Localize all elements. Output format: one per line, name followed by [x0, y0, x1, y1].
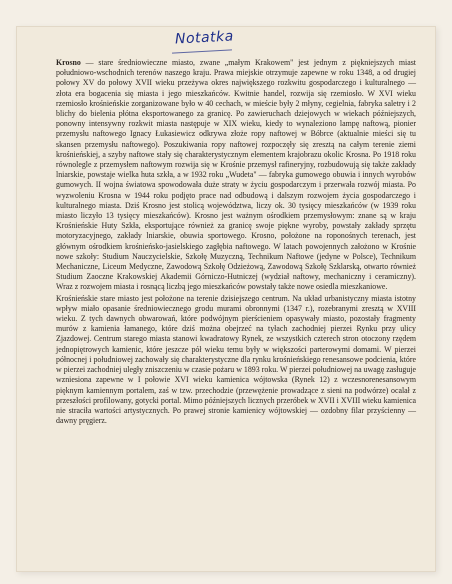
handwritten-note: Notatka	[174, 28, 235, 48]
paragraph-lead-word: Krosno	[56, 58, 81, 67]
article-body	[56, 58, 416, 427]
paragraph-text: — stare średniowieczne miasto, zwane „małym Krakowem" jest jednym z piękniejszych miast południowo-wschodnich terenów naszego kraju. Prawa miejskie otrzymuje zapewne w roku 1348, a od drugiej połowy XV do połowy XVII wieku przeżywa okres największego rozkwitu gospodarczego i kulturalnego — złota era bogacenia się miasta i jego mieszkańców. Kwitnie handel, rozwija się rzemiosło. W XVI wieku rzemiosło krośnieńskie zorganizowane było w 40 cechach, w mieście były 2 młyny, cegielnia, fabryka saletry i 2 blichy do bielenia płótna eksportowanego za granicę. Po zawieruchach dziejowych w wiekach późniejszych, ponowny intensywny rozkwit miasta następuje w XIX wieku, kiedy to wynaleziono lampę naftową, pionier przemysłu naftowego Ignacy Łukasiewicz odkrywa złoże ropy naftowej w Bóbrce (aktualnie mieści się tu skansen przemysłu naftowego). Poszukiwania ropy naftowej rozpoczęły się zresztą na całym terenie ziemi krośnieńskiej, a szyby naftowe stały się charakterystycznym elementem krajobrazu okolic Krosna. Po 1918 roku równolegle z przemysłem naftowym rozwija się w Krośnie przemysł rafineryjny, rozbudowują się także zakłady lniarskie, powstaje wielka huta szkła, a w 1932 roku „Wudeta" — fabryka gumowego obuwia i innych wyrobów gumowych. II wojna światowa spowodowała duże straty w życiu gospodarczym i przerwała rozwój miasta. Po wyzwoleniu Krosna w 1944 roku podjęto prace nad odbudową i dalszym rozwojem życia gospodarczego i kulturalnego miasta. Dziś Krosno jest stolicą województwa, liczy ok. 30 tysięcy mieszkańców (w 1939 roku miasto liczyło 13 tysięcy mieszkańców). Krosno jest ważnym ośrodkiem przemysłowym: znane są w kraju Krośnieńskie Huty Szkła, eksportujące również za granicę swoje piękne wyroby, powstały zakłady sprzętu motoryzacyjnego, zakłady lniarskie, obuwia sportowego. Krosno, położone na roponośnych terenach, jest głównym ośrodkiem krośnieńsko-jasielskiego zagłębia naftowego. W latach powojennych założono w Krośnie nowe szkoły: Studium Nauczycielskie, Szkołę Muzyczną, Technikum Naftowe (jedyne w Polsce), Technikum Mechaniczne, Liceum Medyczne, Zawodową Szkołę Odzieżową, Zawodową Szkołę Szklarską, otwarto również Studium Zaoczne Krakowskiej Akademii Górniczo-Hutniczej (wydział naftowy, mechaniczny i ceramiczny). Wraz z rozwojem miasta i rosnącą liczbą jego mieszkańców powstały także nowe osiedla mieszkaniowe.	[56, 58, 416, 292]
paragraph-2	[56, 294, 416, 427]
paragraph-1	[56, 58, 416, 293]
paragraph-text: Krośnieńskie stare miasto jest położone na terenie dzisiejszego centrum. Na układ urbanistyczny miasta istotny wpływ miało opasanie średniowiecznego grodu murami obronnymi (1347 r.), rozebranymi zresztą w XVIII wieku. Z tych dawnych obwarowań, które podwójnym pierścieniem opasywały miasto, pozostały fragmenty murów z kamienia łamanego, które dziś można obejrzeć na tyłach zachodniej pierzei Rynku przy ulicy Zjazdowej. Centrum starego miasta stanowi kwadratowy Rynek, ze wszystkich czterech stron otoczony rzędem jednopiętrowych kamienic, które jeszcze pół wieku temu były w większości parterowymi domami. W pierzei północnej i południowej zachowały się charakterystyczne dla rynku krośnieńskiego renesansowe podcienia, które w pierzei zachodniej uległy zniszczeniu w czasie pożaru w 1893 roku. W pierzei południowej na uwagę zasługuje wzniesiona zapewne w I połowie XVI wieku kamienica wójtowska (Rynek 12) z wczesnorenesansowym pięknym kamiennym portalem, zaś w tzw. przechodzie (przewężenie prowadzące z sieni na podwórze) ocalał z przeszłości profilowany, gotycki portal. Mimo późniejszych licznych przeróbek w XVII i XVIII wieku kamienica nie straciła wartości artystycznych. Po prawej stronie kamienicy wójtowskiej — ozdobny filar przyścienny — dawny pręgierz.	[56, 293, 416, 426]
